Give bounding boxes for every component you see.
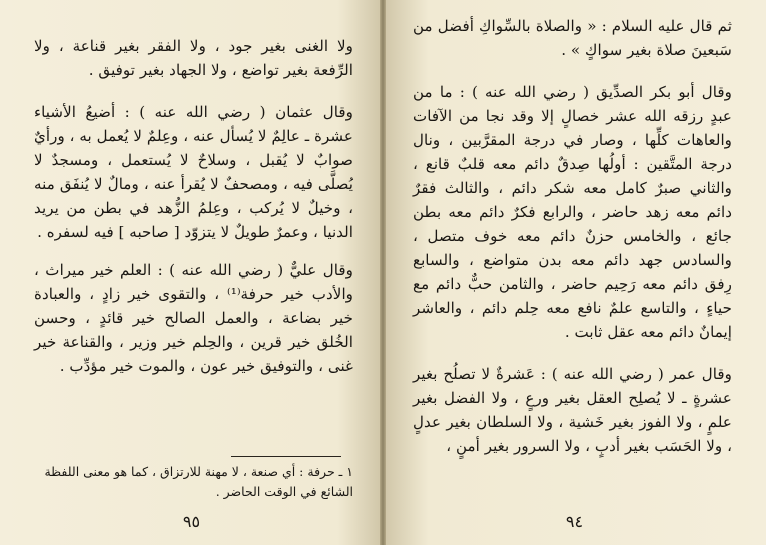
paragraph: وقال أبو بكر الصدِّيق ( رضي الله عنه ) : ما من عبدٍ رزقه الله عشر خصالٍ إلا وقد نجا من الآفات والعاهات كلِّها ، وصار في درجة المقرَّبين ، ونال درجة المتَّقين : أولُها صِدقٌ دائم معه قلبٌ قانع ، والثاني صبرٌ كامل معه شكر دائم ، والثالث فقرٌ دائم معه زهد حاضر ، والرابع فكرٌ دائم معه بطن جائع ، والخامس حزنٌ دائم معه خوف متصل ، والسادس جهد دائم معه بدن متواضع ، والسابع رِفق دائم معه رَحِيم حاضر ، والثامن حبٌّ دائم مع حياءٍ ، والتاسع علمٌ نافع معه حِلم دائم ، والعاشر إيمانٌ دائم معه عقل ثابت .: [413, 83, 732, 341]
paragraph: وقال عمر ( رضي الله عنه ) : عَشرةٌ لا تصلُح بغير عشرةٍ ـ لا يُصلِح العقل بغير ورعٍ ، ولا الفضل بغير علمٍ ، ولا الفوز بغير خَشية ، ولا السلطان بغير عدلٍ ، ولا الحَسَب بغير أدبٍ ، ولا السرور بغير أمنٍ ،: [413, 365, 732, 455]
paragraph: وقال عليٌّ ( رضي الله عنه ) : العلم خير ميراث ، والأدب خير حرفة⁽¹⁾ ، والتقوى خير زادٍ ، والعبادة خير بضاعة ، والعمل الصالح خير قائدٍ ، وحسن الخُلق خير قرين ، والحِلم خير وزير ، والقناعة خير غنى ، والتوفيق خير عون ، والموت خير مؤدِّب .: [34, 261, 353, 375]
paragraph: ثم قال عليه السلام : « والصلاة بالسِّواكِ أفضل من سَبعينَ صلاة بغير سواكٍ » .: [413, 17, 732, 59]
page-number: ٩٥: [182, 512, 201, 531]
paragraph: ولا الغنى بغير جود ، ولا الفقر بغير قناعة ، ولا الرِّفعة بغير تواضع ، ولا الجهاد بغير توفيق .: [34, 37, 353, 79]
right-page-text: [413, 14, 732, 458]
footnote: ١ ـ حرفة : أي صنعة ، لا مهنة للارتزاق ، كما هو معنى اللفظة الشائع في الوقت الحاضر .: [44, 464, 353, 499]
left-page-text: [34, 34, 353, 378]
footnote-divider: [231, 456, 341, 457]
paragraph: وقال عثمان ( رضي الله عنه ) : أضيعُ الأشياء عشرة ـ عالِمٌ لا يُسأل عنه ، وعِلمٌ لا يُعمل به ، ورأيٌ صوابٌ لا يُقبل ، وسلاحٌ لا يُستعمل ، ومسجدٌ لا يُصلَّى فيه ، ومصحفٌ لا يُقرأ عنه ، ومالٌ لا يُنفَق منه ، وخيلٌ لا يُركب ، وعِلمُ الزُّهد في بطن من يريد الدنيا ، وعمرٌ طويلٌ لا يتزوّد [ صاحبه ] فيه لسفره .: [34, 103, 353, 241]
right-page: [383, 0, 766, 545]
page-number: ٩٤: [565, 512, 584, 531]
book-gutter: [380, 0, 386, 545]
